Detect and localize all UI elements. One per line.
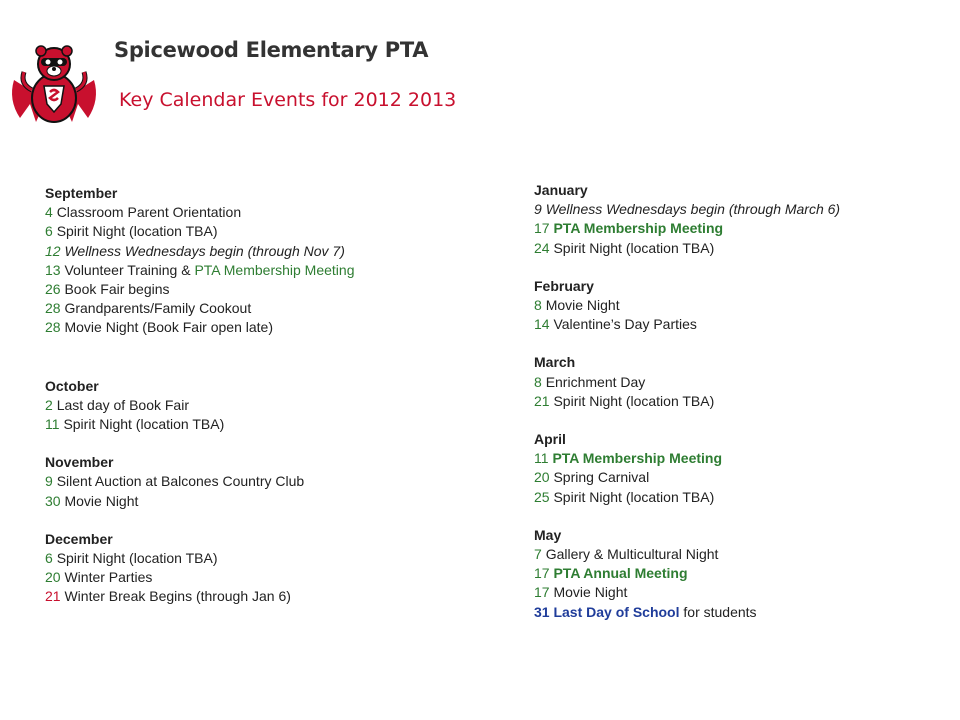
event-text: PTA Membership Meeting — [553, 220, 724, 237]
event-text: Winter Parties — [64, 569, 153, 586]
event-text: Grandparents/Family Cookout — [64, 300, 252, 317]
event-day: 28 — [45, 300, 61, 317]
event-text: Spirit Night (location TBA) — [63, 416, 225, 433]
event-day: 7 — [534, 546, 542, 563]
event-day: 17 — [534, 220, 550, 237]
event-item — [534, 603, 954, 622]
event-day: 31 — [534, 603, 550, 620]
event-item — [534, 219, 954, 238]
event-day: 11 — [534, 450, 549, 467]
event-text: Classroom Parent Orientation — [56, 204, 242, 221]
event-day: 4 — [45, 204, 53, 221]
event-day: 8 — [534, 297, 542, 314]
event-day: 11 — [45, 416, 60, 433]
event-day: 9 — [534, 201, 542, 218]
event-item — [534, 488, 954, 507]
page-subtitle: Key Calendar Events for 2012 2013 — [119, 89, 457, 111]
event-text: Gallery & Multicultural Night — [545, 546, 719, 563]
month-title: September — [45, 185, 118, 201]
event-day: 17 — [534, 565, 550, 582]
event-item — [534, 315, 954, 334]
event-text: Movie Night — [553, 584, 628, 601]
month-title: January — [534, 182, 588, 198]
event-text: Movie Night (Book Fair open late) — [64, 319, 274, 336]
event-text: Last Day of School — [553, 603, 680, 620]
event-day: 2 — [45, 396, 53, 413]
event-day: 20 — [534, 469, 550, 486]
event-item — [45, 492, 485, 511]
event-day: 14 — [534, 316, 550, 333]
event-day: 6 — [45, 223, 53, 240]
event-text: Wellness Wednesdays begin (through March 6) — [545, 201, 841, 218]
month-december — [45, 530, 485, 607]
month-october — [45, 377, 485, 435]
event-item — [45, 203, 485, 222]
event-day: 20 — [45, 569, 61, 586]
month-may — [534, 526, 954, 622]
event-text: Valentine’s Day Parties — [553, 316, 697, 333]
pta-mascot-logo — [6, 40, 102, 126]
event-text: Movie Night — [545, 297, 620, 314]
event-day: 6 — [45, 550, 53, 567]
event-text: Wellness Wednesdays begin (through Nov 7) — [64, 242, 345, 259]
event-day: 26 — [45, 281, 61, 298]
month-march — [534, 353, 954, 411]
event-highlight: PTA Membership Meeting — [194, 261, 355, 278]
event-text: Spirit Night (location TBA) — [56, 550, 218, 567]
event-day: 9 — [45, 473, 53, 490]
event-text: Spirit Night (location TBA) — [553, 239, 715, 256]
event-day: 17 — [534, 584, 550, 601]
event-day: 30 — [45, 492, 61, 509]
event-text: Volunteer Training & — [64, 261, 195, 278]
calendar-right-column — [534, 181, 954, 622]
month-april — [534, 430, 954, 507]
event-item — [534, 449, 954, 468]
month-title: February — [534, 277, 594, 294]
calendar-left-column — [45, 184, 485, 607]
event-text: Enrichment Day — [545, 373, 646, 390]
month-title: April — [534, 431, 566, 448]
month-title: March — [534, 354, 576, 371]
event-item — [45, 587, 485, 606]
month-september — [45, 184, 485, 338]
event-item — [534, 468, 954, 487]
event-day: 21 — [45, 588, 61, 605]
event-text: Spirit Night (location TBA) — [553, 488, 715, 505]
event-day: 28 — [45, 319, 61, 336]
event-day: 25 — [534, 488, 550, 505]
month-title: November — [45, 454, 114, 471]
event-item — [45, 472, 485, 491]
event-item — [534, 373, 954, 392]
event-item — [534, 392, 954, 411]
month-title: October — [45, 377, 99, 394]
month-january — [534, 181, 954, 258]
event-text: PTA Membership Meeting — [552, 450, 723, 467]
event-text: Spring Carnival — [553, 469, 650, 486]
event-text: PTA Annual Meeting — [553, 565, 688, 582]
event-item — [534, 583, 954, 602]
event-day: 21 — [534, 392, 550, 409]
event-text: Movie Night — [64, 492, 139, 509]
event-text: Spirit Night (location TBA) — [553, 392, 715, 409]
event-day: 24 — [534, 239, 550, 256]
event-text: Spirit Night (location TBA) — [56, 223, 218, 240]
month-title: May — [534, 526, 562, 543]
event-item — [45, 396, 485, 415]
event-item — [45, 242, 485, 261]
event-text: Last day of Book Fair — [56, 396, 189, 413]
event-item — [45, 415, 485, 434]
event-text: Silent Auction at Balcones Country Club — [56, 473, 305, 490]
event-item — [534, 239, 954, 258]
event-item — [45, 280, 485, 299]
event-item — [45, 549, 485, 568]
event-item — [45, 568, 485, 587]
event-day: 8 — [534, 373, 542, 390]
event-item — [534, 545, 954, 564]
event-text: Book Fair begins — [64, 281, 170, 298]
page-title: Spicewood Elementary PTA — [114, 38, 429, 62]
event-item — [45, 261, 485, 280]
event-item — [45, 318, 485, 337]
event-item — [534, 200, 954, 219]
event-item — [45, 299, 485, 318]
event-suffix: for students — [679, 603, 757, 620]
event-item — [534, 296, 954, 315]
event-day: 12 — [45, 242, 61, 259]
event-item — [45, 222, 485, 241]
event-text: Winter Break Begins (through Jan 6) — [64, 588, 291, 605]
month-february — [534, 277, 954, 335]
month-november — [45, 453, 485, 511]
month-title: December — [45, 530, 113, 547]
event-day: 13 — [45, 261, 61, 278]
event-item — [534, 564, 954, 583]
